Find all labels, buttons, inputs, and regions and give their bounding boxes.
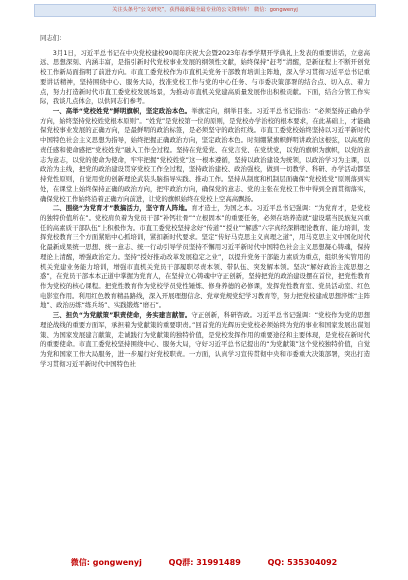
section-3-body: 守正创新，科研咨政。习近平总书记强调：“党校作为党的思想理论战线的重要方面军，承担着为党献策的重要职责。”回首党的光辉历史党校必须始终为党的事业和国家发展出谋划策、为国家发展建言献策，走诚践行为党献策的独特价值，是党校发挥作用的重要途径和主要体现，是党校在新时代的重要使命。市直工委党校坚持围绕中心、服务大局，守好习近平总书记提出的“为党献策”这个党校独特价值，自觉为党和国家工作大局服务，进一步履行好党校职责。一方面，认真学习宣传贯彻中央和市委重大决策部署，突出打造学习贯彻习近平新时代中国特色社 xyxy=(40,311,370,368)
section-2-heading: 二、围绕“为党育才”教搞活力，坚守育人阵地。 xyxy=(52,204,192,213)
salutation: 同志们： xyxy=(40,34,66,42)
footer-wechat: 微信: gongwenyj xyxy=(70,558,142,567)
footer-contacts xyxy=(0,556,408,570)
intro-paragraph: 3月1日，习近平总书记在中央党校建校90周年庆祝大会暨2023年春季学期开学典礼上发表的重要讲话，立意高远、思想深刻、内涵丰富，是指引新时代党校事业发展的纲领性文献，始终保持“赶考”清醒，是新征程上不断开创党校工作新局面指明了前进方向。市直工委党校作为市直机关党务干部教育培训主阵地，深入学习贯彻习近平总书记重要讲话精神，坚持围绕中心、服务大局，找准党校工作与党的中心任务、与市委决策部署的结合点、切入点、着力点，努力打造新时代市直工委党校发展场景，为推动市直机关党建高质量发展作出积极贡献。下面，结合分管工作实际，我谈几点体会，以供同志们参考。 xyxy=(40,48,370,106)
section-2-body: 育才造士，为国之本。习近平总书记强调：“为党育才，是党校的独特价值所在”。党校肩负着为党员干部“补钙壮骨”“立根固本”的重要任务，必须在培养造就“建设堪当民族复兴重任的高素质干部队伍”上积极作为。市直工委党校坚持念好“传道”“授业”“解惑”六字真经深耕理论教育、能力培训，发挥党校教育三个方面紧贴中心抓培训，紧扣新时代要求。坚定“传好马克思主义真理之道”，用马克思主义中国化时代化最新成果统一思想、统一意志、统一行动引导学员坚持不懈用习近平新时代中国特色社会主义思想凝心铸魂，保持理论上清醒，增强政治定力。坚持“授好推动改革发展稳定之业”，以提升党务干部能力素质为重点，组织务实管用的机关党建业务能力培训，增强市直机关党员干部履职尽责本领、带队伍、突发解本领。坚决“解好政治主流思想之惑”，在党员干部本本正道中掌握为党育人，在坚持立心铸魂中守正创新，坚持把党的政治建设摆在首位，把党性教育作为党校的核心课程。把党性教育作为党校学员党性锤炼、修身养德的必修课，发挥党性教育室、党员活动室、红色电影室作用。利用红色教育精品路线，深入开展理想信念、党章党规党纪学习教育等，努力把党校建成思想淬炼“主阵地”、政治历练“练兵场”、实践锻炼“磨石”。 xyxy=(40,204,370,310)
document-body xyxy=(40,34,370,544)
header-banner xyxy=(34,4,376,17)
footer-qq-group: QQ群: 31991489 xyxy=(168,558,241,567)
section-2-paragraph xyxy=(40,204,370,311)
section-3-heading: 三、担负“为党献策”职责使命，务实建言献智。 xyxy=(52,311,192,320)
section-1-paragraph xyxy=(40,107,370,204)
section-3-paragraph xyxy=(40,311,370,369)
section-1-heading: 一、高举“党校姓党”鲜明旗帜，坚定政治本色。 xyxy=(52,107,192,116)
banner-text: 关注头条号“公文研究”，获得最新最全最专业的公文资料库！ 微信：gongwenyj xyxy=(112,7,298,13)
section-1-body: 举旗定向，纲举目张。习近平总书记指出：“必须坚持正确办学方向，始终坚持党校姓党根本原则”。“姓党”是党校第一位的原则，是党校办学治校的根本要求，在此基础上，才能确保党校事业发展的正确方向，是最鲜明的政治标签，是必须坚守的政治红线。市直工委党校始终坚持以习近平新时代中国特色社会主义思想为指导，始终把握正确政治方向，坚定政治本色。时刻绷紧旗帜鲜明讲政治这根弦，以高度的责任感和使命感把“党校姓党”融入工作全过程。坚持在党爱党、在党言党、在党忧党，以党的旗帜为旗帜，以党的意志为意志，以党的使命为使命，牢牢把握“党校姓党”这一根本遵循，坚持以政治建设为统领，以政治学习为主课，以政治为主线，把党的政治建设贯穿党校工作全过程，坚持政治建校、政治强校，做到一切教学、科研、办学活动都坚持党性原则，自觉用党的创新理论武装头脑指导实践、推动工作。坚持从制度和机制层面确保“党校姓党”原则落到实处，在课堂上始终保持正确的政治方向，把牢政治方向，确保党的意志、党的主张在党校工作中得到全面贯彻落实，确保党校工作始终沿着正确方向前进，让党的旗帜始终在党校上空高高飘扬。 xyxy=(40,107,370,203)
footer-qq: QQ: 535304092 xyxy=(267,558,338,567)
